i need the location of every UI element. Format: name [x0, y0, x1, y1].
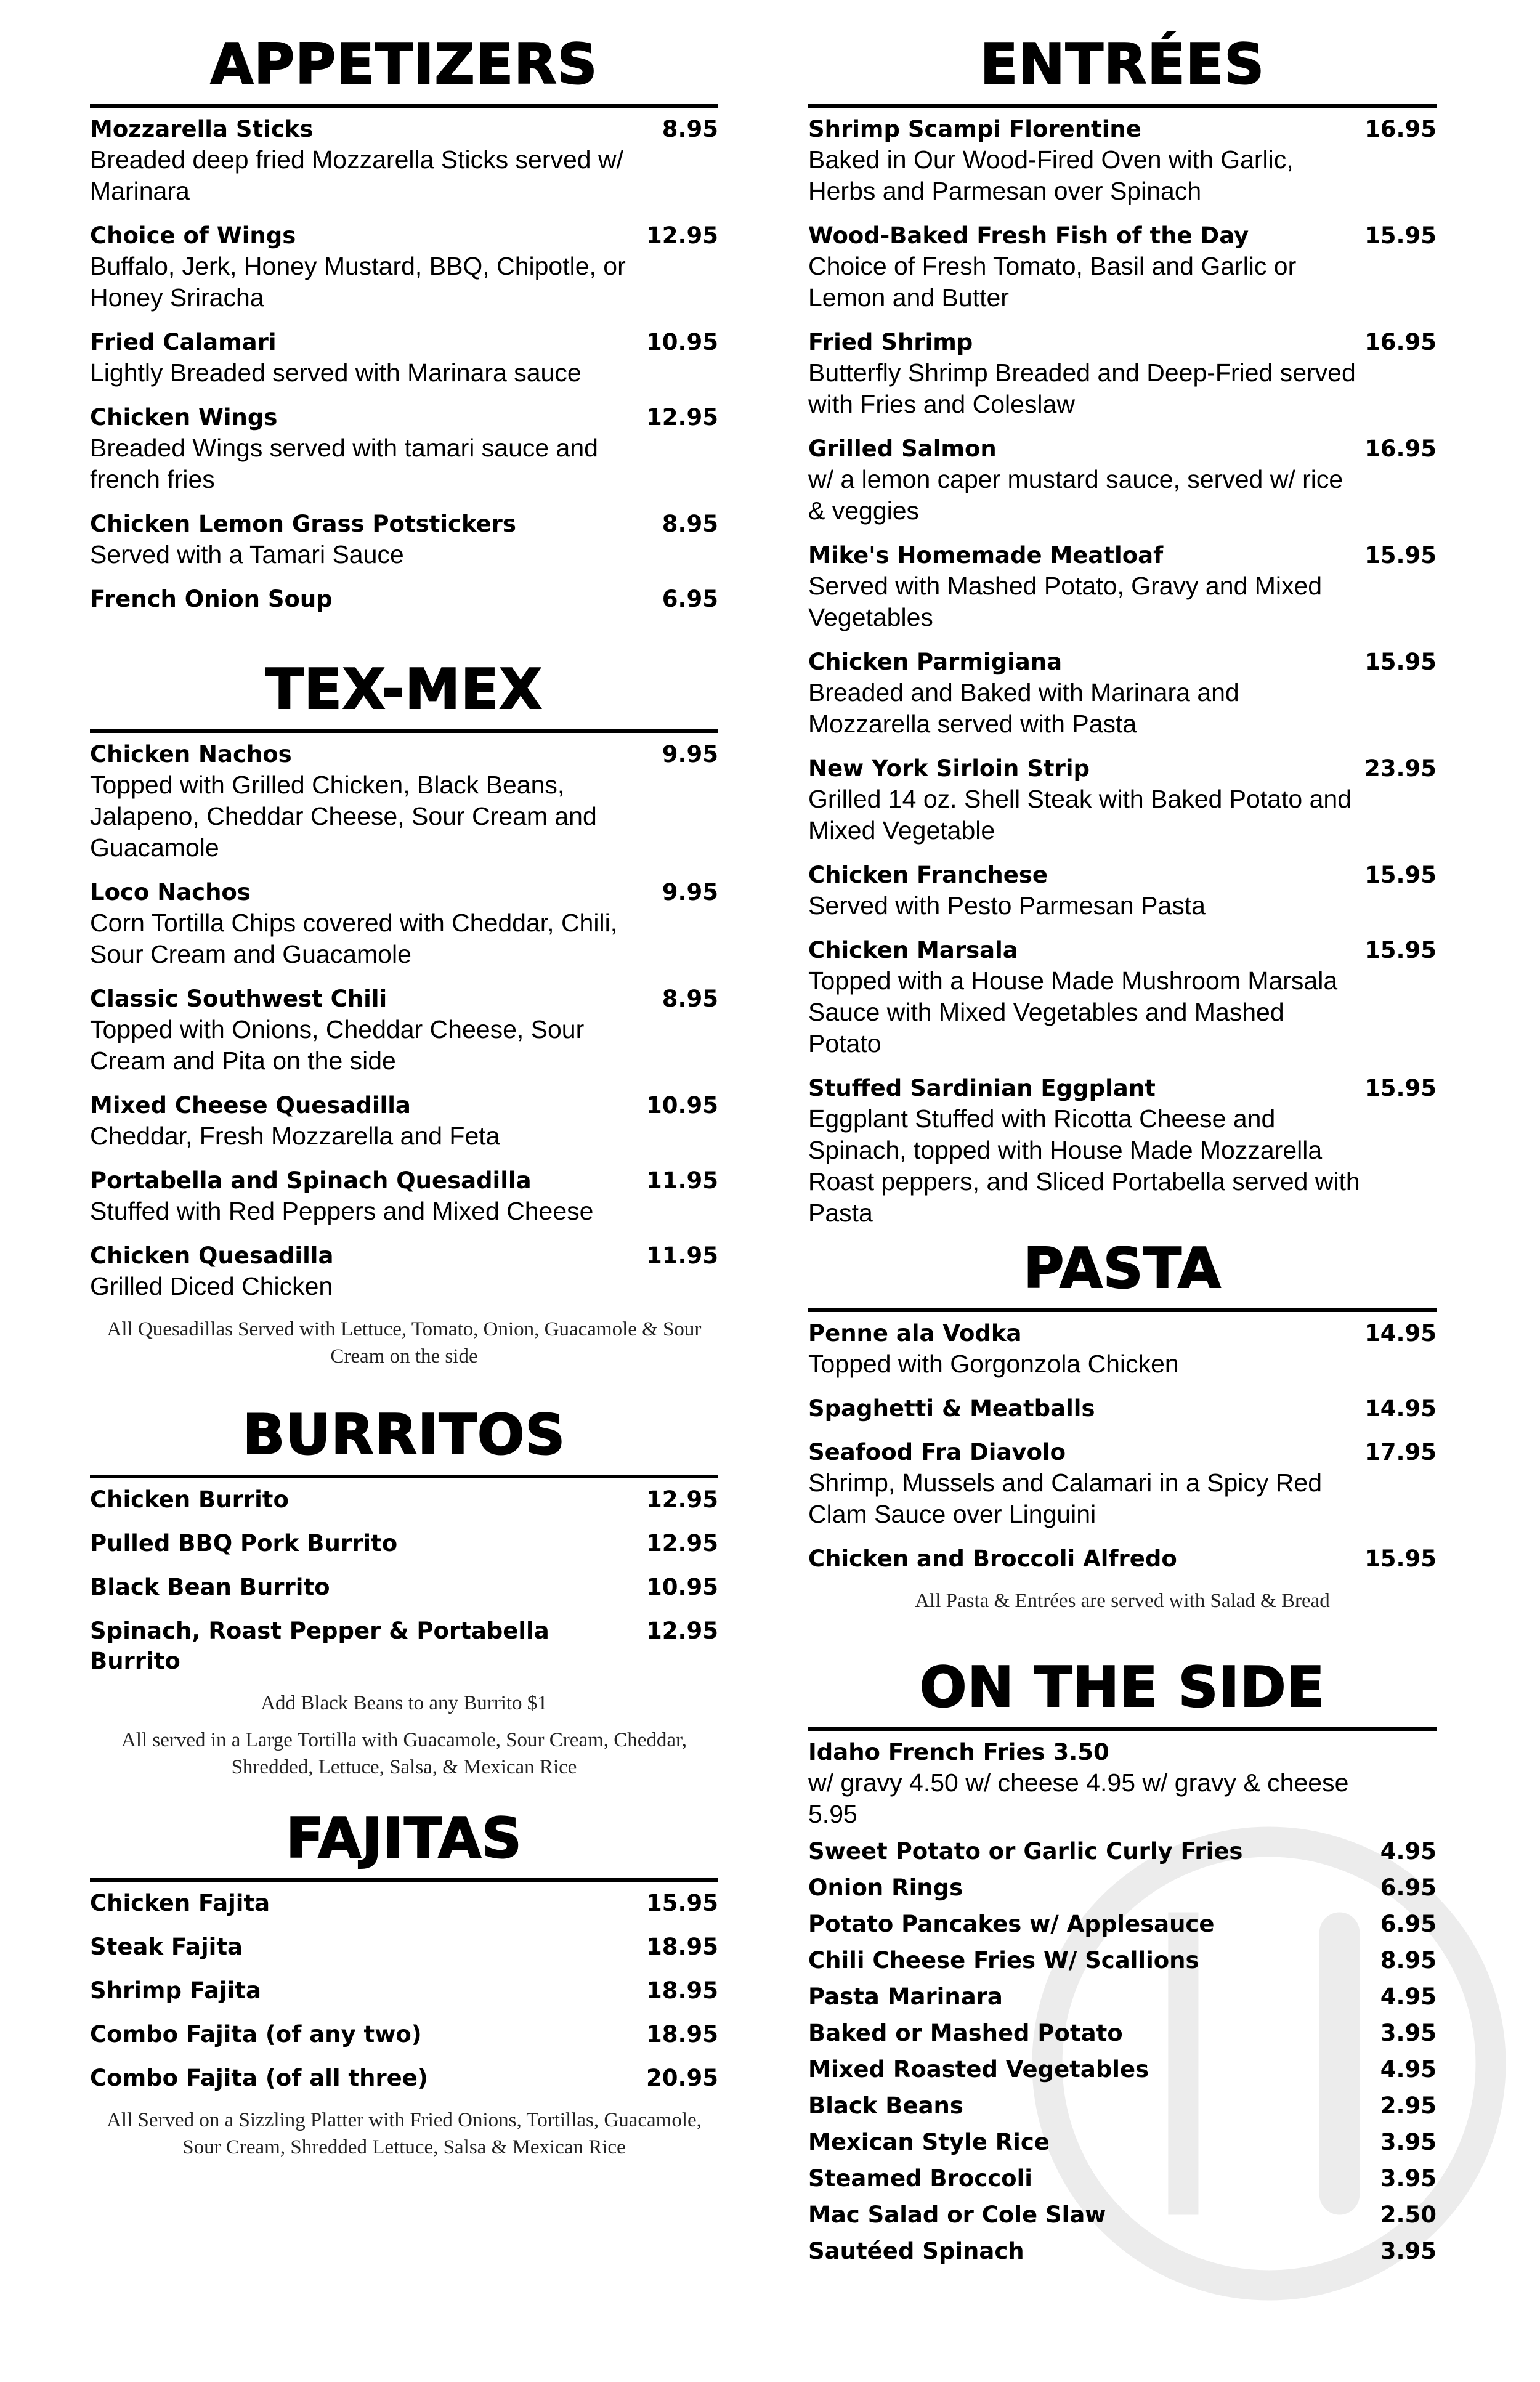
menu-item-row	[90, 1616, 718, 1676]
menu-item	[90, 114, 718, 207]
menu-item-description: Shrimp, Mussels and Calamari in a Spicy Red Clam Sauce over Linguini	[808, 1468, 1322, 1528]
menu-item-name: Mike's Homemade Meatloaf	[808, 542, 1164, 569]
menu-item-row	[90, 1241, 718, 1271]
menu-item-price: 12.95	[646, 1530, 718, 1557]
menu-item-row	[90, 1888, 718, 1918]
menu-item-name: Chicken Wings	[90, 404, 278, 431]
menu-item-row	[90, 221, 718, 251]
menu-items	[90, 1478, 718, 1781]
menu-item	[808, 860, 1437, 922]
menu-item-description: Topped with Onions, Cheddar Cheese, Sour Cream and Pita on the side	[90, 1015, 585, 1075]
menu-item	[808, 2163, 1437, 2194]
section-note: All Pasta & Entrées are served with Salad & Bread	[915, 1590, 1330, 1612]
menu-item-price: 15.95	[1364, 862, 1437, 888]
menu-item-price: 18.95	[646, 2021, 718, 2048]
menu-item-price: 2.95	[1380, 2092, 1437, 2119]
section-fajitas	[90, 1808, 718, 2171]
menu-item-row	[90, 2063, 718, 2093]
menu-item-row	[808, 114, 1437, 144]
menu-items	[90, 108, 718, 614]
menu-item-price: 3.95	[1380, 2238, 1437, 2264]
menu-item	[90, 1528, 718, 1558]
menu-item	[808, 114, 1437, 207]
menu-item	[90, 1888, 718, 1918]
menu-item-name: Steamed Broccoli	[808, 2165, 1032, 2192]
menu-item-price: 4.95	[1380, 1838, 1437, 1865]
menu-item	[808, 753, 1437, 846]
menu-item-description: Topped with Gorgonzola Chicken	[808, 1350, 1179, 1378]
menu-item-price: 12.95	[646, 1618, 718, 1644]
menu-item-row	[808, 1544, 1437, 1574]
menu-item-row	[90, 509, 718, 539]
menu-item-row	[808, 1982, 1437, 2012]
menu-item-description: Topped with a House Made Mushroom Marsala Sauce with Mixed Vegetables and Mashed Potato	[808, 966, 1338, 1058]
menu-item-price: 17.95	[1364, 1439, 1437, 1465]
menu-item	[90, 984, 718, 1077]
menu-item	[808, 1073, 1437, 1229]
menu-item-description: Grilled Diced Chicken	[90, 1272, 333, 1300]
menu-item-row	[808, 1318, 1437, 1348]
menu-item-name: New York Sirloin Strip	[808, 755, 1090, 782]
menu-item-description: Served with Mashed Potato, Gravy and Mixed Vegetables	[808, 572, 1323, 631]
menu-item-row	[808, 2091, 1437, 2121]
menu-item-price: 8.95	[662, 986, 718, 1012]
menu-item-price: 4.95	[1380, 2056, 1437, 2083]
menu-item-name: Chili Cheese Fries W/ Scallions	[808, 1947, 1199, 1974]
menu-item-price: 12.95	[646, 404, 718, 431]
menu-item	[808, 1737, 1437, 1830]
section-heading: PASTA	[808, 1238, 1437, 1312]
menu-item-name: Mixed Cheese Quesadilla	[90, 1092, 411, 1119]
menu-item-price: 15.95	[1364, 542, 1437, 569]
menu-item-name: Sautéed Spinach	[808, 2238, 1024, 2264]
menu-item-row	[90, 327, 718, 357]
menu-item-name: Chicken Lemon Grass Potstickers	[90, 511, 516, 537]
menu-item-description: w/ gravy 4.50 w/ cheese 4.95 w/ gravy & cheese 5.95	[808, 1768, 1349, 1828]
menu-item-row	[90, 1975, 718, 2006]
menu-item	[90, 1165, 718, 1227]
menu-item-name: Mozzarella Sticks	[90, 116, 314, 142]
menu-item-description: Breaded deep fried Mozzarella Sticks served w/ Marinara	[90, 145, 623, 205]
menu-item-description: Topped with Grilled Chicken, Black Beans, Jalapeno, Cheddar Cheese, Sour Cream and Guacamole	[90, 771, 597, 862]
menu-item-price: 15.95	[646, 1890, 718, 1916]
menu-item-name: Fried Shrimp	[808, 329, 973, 355]
menu-item-price: 12.95	[646, 222, 718, 249]
menu-item-description: Served with a Tamari Sauce	[90, 540, 404, 569]
menu-item-price: 3.95	[1380, 2129, 1437, 2155]
menu-item-price: 23.95	[1364, 755, 1437, 782]
menu-item-price: 16.95	[1364, 116, 1437, 142]
menu-item-price: 14.95	[1364, 1395, 1437, 1422]
menu-item-name: French Onion Soup	[90, 586, 333, 612]
menu-item	[90, 739, 718, 864]
menu-item-name: Spinach, Roast Pepper & Portabella Burrito	[90, 1618, 549, 1674]
menu-item-name: Pulled BBQ Pork Burrito	[90, 1530, 398, 1557]
menu-item-price: 10.95	[646, 329, 718, 355]
menu-item-row	[808, 434, 1437, 464]
menu-item-name: Idaho French Fries 3.50	[808, 1739, 1109, 1765]
menu-item-row	[808, 753, 1437, 784]
menu-item-description: Corn Tortilla Chips covered with Cheddar, Chili, Sour Cream and Guacamole	[90, 909, 618, 968]
menu-item	[90, 1975, 718, 2006]
menu-item-row	[90, 1572, 718, 1602]
menu-item-row	[808, 2018, 1437, 2048]
menu-item-price: 6.95	[662, 586, 718, 612]
menu-item	[808, 2200, 1437, 2230]
menu-item-price: 8.95	[662, 116, 718, 142]
menu-item-description: Choice of Fresh Tomato, Basil and Garlic or Lemon and Butter	[808, 252, 1297, 312]
menu-item-price: 8.95	[1380, 1947, 1437, 1974]
menu-item-name: Sweet Potato or Garlic Curly Fries	[808, 1838, 1243, 1865]
section-heading: FAJITAS	[90, 1808, 718, 1882]
menu-item-price: 15.95	[1364, 222, 1437, 249]
menu-item-name: Choice of Wings	[90, 222, 296, 249]
section-heading: ON THE SIDE	[808, 1657, 1437, 1731]
menu-items	[808, 1312, 1437, 1614]
menu-item	[808, 1544, 1437, 1574]
menu-item	[90, 1485, 718, 1515]
section-note: All Served on a Sizzling Platter with Fried Onions, Tortillas, Guacamole, Sour Cream, Shredded Lettuce, Salsa & Mexican Rice	[107, 2109, 702, 2158]
menu-item-name: Steak Fajita	[90, 1934, 243, 1960]
menu-item-name: Mexican Style Rice	[808, 2129, 1050, 2155]
menu-item-name: Chicken Franchese	[808, 862, 1048, 888]
menu-item-row	[90, 1090, 718, 1120]
menu-item-row	[808, 1073, 1437, 1103]
menu-item-row	[90, 402, 718, 432]
menu-item	[808, 1909, 1437, 1939]
menu-item-name: Mac Salad or Cole Slaw	[808, 2202, 1106, 2228]
menu-item-price: 15.95	[1364, 937, 1437, 963]
menu-item-name: Stuffed Sardinian Eggplant	[808, 1075, 1156, 1101]
menu-item-row	[808, 2127, 1437, 2157]
menu-item	[90, 327, 718, 389]
menu-item-name: Chicken Burrito	[90, 1486, 289, 1513]
menu-item-name: Chicken Parmigiana	[808, 649, 1063, 675]
menu-item-row	[90, 877, 718, 907]
menu-item-name: Black Beans	[808, 2092, 963, 2119]
menu-item-price: 15.95	[1364, 1545, 1437, 1572]
menu-item-price: 6.95	[1380, 1911, 1437, 1937]
menu-item-description: Baked in Our Wood-Fired Oven with Garlic, Herbs and Parmesan over Spinach	[808, 145, 1294, 205]
menu-item	[90, 2019, 718, 2049]
menu-item-name: Grilled Salmon	[808, 435, 997, 462]
menu-item-description: Lightly Breaded served with Marinara sauce	[90, 359, 582, 387]
menu-item	[808, 647, 1437, 740]
menu-item-name: Loco Nachos	[90, 879, 251, 905]
menu-item-name: Baked or Mashed Potato	[808, 2020, 1123, 2046]
menu-item-description: Buffalo, Jerk, Honey Mustard, BBQ, Chipotle, or Honey Sriracha	[90, 252, 626, 312]
menu-item-row	[90, 1528, 718, 1558]
menu-item	[808, 1437, 1437, 1530]
menu-item-price: 20.95	[646, 2065, 718, 2091]
menu-item-row	[90, 1165, 718, 1196]
menu-item	[808, 1945, 1437, 1975]
menu-item-description: Stuffed with Red Peppers and Mixed Cheese	[90, 1197, 594, 1225]
menu-item-row	[808, 647, 1437, 677]
menu-item-price: 11.95	[646, 1167, 718, 1194]
menu-item-name: Chicken Nachos	[90, 741, 292, 768]
menu-item	[808, 935, 1437, 1059]
menu-item-name: Wood-Baked Fresh Fish of the Day	[808, 222, 1249, 249]
menu-item	[808, 1873, 1437, 1903]
menu-item-row	[808, 2236, 1437, 2266]
menu-item-row	[808, 540, 1437, 570]
menu-item-price: 15.95	[1364, 649, 1437, 675]
menu-item-row	[808, 2200, 1437, 2230]
menu-item-price: 9.95	[662, 741, 718, 768]
menu-items	[808, 108, 1437, 1229]
menu-item-price: 14.95	[1364, 1320, 1437, 1347]
menu-item-name: Combo Fajita (of any two)	[90, 2021, 422, 2048]
section-appetizers	[90, 34, 718, 628]
menu-item-row	[808, 2054, 1437, 2084]
menu-item-row	[808, 1945, 1437, 1975]
menu-item-name: Chicken and Broccoli Alfredo	[808, 1545, 1177, 1572]
menu-item	[808, 434, 1437, 527]
menu-item-name: Spaghetti & Meatballs	[808, 1395, 1095, 1422]
menu-item-name: Combo Fajita (of all three)	[90, 2065, 428, 2091]
menu-item	[808, 2236, 1437, 2266]
menu-item-name: Mixed Roasted Vegetables	[808, 2056, 1149, 2083]
menu-item	[90, 1090, 718, 1152]
section-on-the-side	[808, 1657, 1437, 2272]
menu-item-name: Black Bean Burrito	[90, 1574, 330, 1600]
menu-item-row	[808, 1437, 1437, 1467]
menu-item	[808, 1393, 1437, 1424]
section-heading: TEX-MEX	[90, 659, 718, 733]
menu-item-price: 18.95	[646, 1977, 718, 2004]
section-note: All served in a Large Tortilla with Guacamole, Sour Cream, Cheddar, Shredded, Lettuce, Salsa, & Mexican Rice	[121, 1729, 687, 1778]
menu-item-price: 8.95	[662, 511, 718, 537]
menu-item	[90, 221, 718, 314]
menu-item	[808, 2054, 1437, 2084]
menu-item	[808, 2127, 1437, 2157]
menu-item-price: 10.95	[646, 1574, 718, 1600]
menu-item	[808, 540, 1437, 633]
menu-item	[90, 509, 718, 570]
menu-item	[90, 1572, 718, 1602]
menu-item-price: 3.95	[1380, 2020, 1437, 2046]
section-heading: APPETIZERS	[90, 34, 718, 108]
menu-item-price: 2.50	[1380, 2202, 1437, 2228]
menu-item	[90, 2063, 718, 2093]
menu-item-price: 16.95	[1364, 435, 1437, 462]
menu-item-price: 3.95	[1380, 2165, 1437, 2192]
menu-item-price: 11.95	[646, 1242, 718, 1269]
section-note: All Quesadillas Served with Lettuce, Tomato, Onion, Guacamole & Sour Cream on the side	[107, 1318, 702, 1367]
menu-item-price: 10.95	[646, 1092, 718, 1119]
menu-item	[808, 2091, 1437, 2121]
menu-item-row	[808, 221, 1437, 251]
menu-item	[90, 877, 718, 970]
menu-item-row	[90, 984, 718, 1014]
menu-item-description: Cheddar, Fresh Mozzarella and Feta	[90, 1122, 500, 1150]
menu-item-price: 4.95	[1380, 1983, 1437, 2010]
menu-item	[90, 402, 718, 495]
menu-item-name: Fried Calamari	[90, 329, 277, 355]
menu-item	[808, 221, 1437, 314]
menu-item-row	[90, 1932, 718, 1962]
section-note: Add Black Beans to any Burrito $1	[261, 1692, 548, 1714]
menu-item-name: Penne ala Vodka	[808, 1320, 1022, 1347]
menu-item-row	[808, 1836, 1437, 1866]
menu-item-row	[90, 2019, 718, 2049]
menu-item-name: Classic Southwest Chili	[90, 986, 387, 1012]
menu-item-name: Chicken Quesadilla	[90, 1242, 334, 1269]
menu-item	[808, 1836, 1437, 1866]
menu-item	[90, 584, 718, 614]
menu-item-row	[808, 860, 1437, 890]
section-entr-es	[808, 34, 1437, 1242]
menu-item-name: Potato Pancakes w/ Applesauce	[808, 1911, 1215, 1937]
section-tex-mex	[90, 659, 718, 1380]
menu-item	[808, 327, 1437, 420]
menu-item-price: 12.95	[646, 1486, 718, 1513]
menu-item-price: 18.95	[646, 1934, 718, 1960]
menu-item-name: Portabella and Spinach Quesadilla	[90, 1167, 532, 1194]
menu-items	[90, 1882, 718, 2161]
menu-item-name: Shrimp Scampi Florentine	[808, 116, 1141, 142]
menu-item-name: Shrimp Fajita	[90, 1977, 261, 2004]
menu-item	[808, 1982, 1437, 2012]
menu-item	[90, 1616, 718, 1676]
section-heading: BURRITOS	[90, 1404, 718, 1478]
menu-item-price: 9.95	[662, 879, 718, 905]
menu-item-row	[808, 1909, 1437, 1939]
menu-item	[90, 1241, 718, 1302]
menu-item-row	[90, 584, 718, 614]
menu-item-row	[90, 739, 718, 769]
menu-item-row	[808, 935, 1437, 965]
menu-item	[808, 1318, 1437, 1380]
menu-item-description: Breaded and Baked with Marinara and Mozzarella served with Pasta	[808, 678, 1239, 738]
menu-item-name: Onion Rings	[808, 1874, 963, 1901]
menu-item-description: Butterfly Shrimp Breaded and Deep-Fried served with Fries and Coleslaw	[808, 359, 1356, 418]
menu-item-row	[808, 1393, 1437, 1424]
menu-item	[808, 2018, 1437, 2048]
menu-item-row	[808, 1737, 1437, 1767]
menu-item-description: Served with Pesto Parmesan Pasta	[808, 891, 1206, 920]
menu-item-row	[90, 1485, 718, 1515]
menu-item-name: Chicken Marsala	[808, 937, 1018, 963]
menu-item-row	[90, 114, 718, 144]
menu-item-description: Eggplant Stuffed with Ricotta Cheese and Spinach, topped with House Made Mozzarella Roast peppers, and Sliced Portabella served with Pasta	[808, 1104, 1360, 1227]
menu-item-row	[808, 2163, 1437, 2194]
menu-item-name: Seafood Fra Diavolo	[808, 1439, 1066, 1465]
menu-item-description: Breaded Wings served with tamari sauce and french fries	[90, 434, 598, 493]
menu-item-name: Chicken Fajita	[90, 1890, 270, 1916]
section-burritos	[90, 1404, 718, 1791]
menu-item-name: Pasta Marinara	[808, 1983, 1003, 2010]
menu-item-row	[808, 1873, 1437, 1903]
menu-item-price: 6.95	[1380, 1874, 1437, 1901]
section-pasta	[808, 1238, 1437, 1624]
menu-item-price: 16.95	[1364, 329, 1437, 355]
section-heading: ENTRÉES	[808, 34, 1437, 108]
menu-items	[90, 733, 718, 1370]
menu-item-price: 15.95	[1364, 1075, 1437, 1101]
menu-item-row	[808, 327, 1437, 357]
menu-items	[808, 1731, 1437, 2266]
menu-item-description: Grilled 14 oz. Shell Steak with Baked Potato and Mixed Vegetable	[808, 785, 1352, 845]
menu-item-description: w/ a lemon caper mustard sauce, served w/ rice & veggies	[808, 465, 1343, 525]
menu-item	[90, 1932, 718, 1962]
